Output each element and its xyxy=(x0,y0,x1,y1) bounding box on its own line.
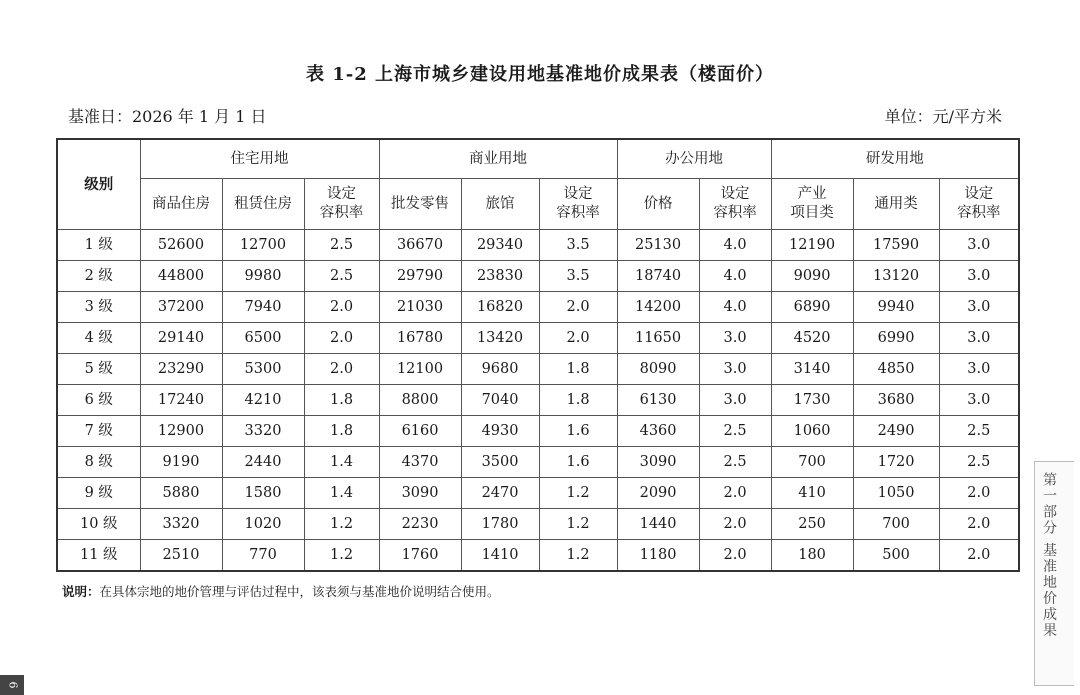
value-cell: 23290 xyxy=(140,354,222,385)
table-row xyxy=(57,354,1019,385)
value-cell: 1.8 xyxy=(539,385,617,416)
value-cell: 9190 xyxy=(140,447,222,478)
value-cell: 3.0 xyxy=(939,385,1019,416)
level-header: 级别 xyxy=(57,139,140,230)
value-cell: 7040 xyxy=(461,385,539,416)
value-cell: 4360 xyxy=(617,416,699,447)
value-cell: 29340 xyxy=(461,230,539,261)
value-cell: 1060 xyxy=(771,416,853,447)
column-header xyxy=(539,179,617,230)
subheader-row xyxy=(57,179,1019,230)
value-cell: 17590 xyxy=(853,230,939,261)
value-cell: 13120 xyxy=(853,261,939,292)
table-row xyxy=(57,540,1019,572)
column-header-line: 商品住房 xyxy=(152,195,210,212)
value-cell: 1.8 xyxy=(539,354,617,385)
value-cell: 180 xyxy=(771,540,853,572)
value-cell: 1050 xyxy=(853,478,939,509)
value-cell: 1.8 xyxy=(304,416,379,447)
value-cell: 3090 xyxy=(617,447,699,478)
value-cell: 3.0 xyxy=(939,354,1019,385)
group-header-office: 办公用地 xyxy=(617,139,771,179)
value-cell: 500 xyxy=(853,540,939,572)
column-header-line: 设定 xyxy=(964,186,994,202)
value-cell: 700 xyxy=(853,509,939,540)
column-header xyxy=(461,179,539,230)
value-cell: 4930 xyxy=(461,416,539,447)
column-header-line: 项目类 xyxy=(790,205,834,221)
column-header-line: 通用类 xyxy=(874,195,918,212)
table-row xyxy=(57,385,1019,416)
value-cell: 1.8 xyxy=(304,385,379,416)
value-cell: 9980 xyxy=(222,261,304,292)
page-number xyxy=(0,675,24,695)
column-header xyxy=(771,179,853,230)
group-header-commercial: 商业用地 xyxy=(379,139,617,179)
level-cell: 3 级 xyxy=(57,292,140,323)
page-number-text: 6 xyxy=(6,681,19,689)
value-cell: 12100 xyxy=(379,354,461,385)
value-cell: 1730 xyxy=(771,385,853,416)
value-cell: 1580 xyxy=(222,478,304,509)
value-cell: 1.6 xyxy=(539,416,617,447)
value-cell: 2.0 xyxy=(699,509,771,540)
value-cell: 4.0 xyxy=(699,261,771,292)
value-cell: 44800 xyxy=(140,261,222,292)
group-header-residential: 住宅用地 xyxy=(140,139,379,179)
value-cell: 1410 xyxy=(461,540,539,572)
value-cell: 1.2 xyxy=(539,540,617,572)
value-cell: 2.0 xyxy=(304,292,379,323)
value-cell: 2.0 xyxy=(304,323,379,354)
value-cell: 2.0 xyxy=(699,478,771,509)
value-cell: 2490 xyxy=(853,416,939,447)
value-cell: 6160 xyxy=(379,416,461,447)
value-cell: 2.5 xyxy=(304,261,379,292)
column-header xyxy=(939,179,1019,230)
value-cell: 6890 xyxy=(771,292,853,323)
value-cell: 52600 xyxy=(140,230,222,261)
level-cell: 4 级 xyxy=(57,323,140,354)
value-cell: 3320 xyxy=(140,509,222,540)
table-title: 表 1-2 上海市城乡建设用地基准地价成果表（楼面价） xyxy=(305,64,775,85)
value-cell: 2.5 xyxy=(939,416,1019,447)
value-cell: 5880 xyxy=(140,478,222,509)
value-cell: 18740 xyxy=(617,261,699,292)
value-cell: 3.0 xyxy=(699,323,771,354)
value-cell: 1780 xyxy=(461,509,539,540)
value-cell: 36670 xyxy=(379,230,461,261)
value-cell: 9680 xyxy=(461,354,539,385)
value-cell: 12190 xyxy=(771,230,853,261)
level-cell: 7 级 xyxy=(57,416,140,447)
column-header-line: 设定 xyxy=(327,186,357,202)
table-body xyxy=(57,230,1019,572)
value-cell: 4520 xyxy=(771,323,853,354)
value-cell: 6500 xyxy=(222,323,304,354)
section-side-tab-label: 第一部分 基准地价成果 xyxy=(1041,472,1057,639)
column-header xyxy=(853,179,939,230)
value-cell: 3.0 xyxy=(939,292,1019,323)
value-cell: 1.6 xyxy=(539,447,617,478)
value-cell: 8090 xyxy=(617,354,699,385)
value-cell: 4210 xyxy=(222,385,304,416)
column-header xyxy=(304,179,379,230)
value-cell: 14200 xyxy=(617,292,699,323)
column-header-line: 容积率 xyxy=(713,205,757,221)
value-cell: 4.0 xyxy=(699,292,771,323)
column-header xyxy=(222,179,304,230)
unit-label: 单位：元/平方米 xyxy=(884,107,1002,126)
column-header-line: 设定 xyxy=(720,186,750,202)
value-cell: 3320 xyxy=(222,416,304,447)
table-note xyxy=(62,582,500,600)
value-cell: 1.2 xyxy=(539,509,617,540)
value-cell: 3.0 xyxy=(699,385,771,416)
value-cell: 3.0 xyxy=(939,323,1019,354)
value-cell: 2.0 xyxy=(939,478,1019,509)
value-cell: 2.5 xyxy=(699,416,771,447)
table-row xyxy=(57,323,1019,354)
table-row xyxy=(57,292,1019,323)
value-cell: 21030 xyxy=(379,292,461,323)
value-cell: 2.0 xyxy=(699,540,771,572)
level-cell: 11 级 xyxy=(57,540,140,572)
column-header-line: 批发零售 xyxy=(391,195,450,212)
table-row xyxy=(57,416,1019,447)
column-header-line: 价格 xyxy=(643,195,673,212)
value-cell: 25130 xyxy=(617,230,699,261)
value-cell: 2.0 xyxy=(939,509,1019,540)
level-cell: 9 级 xyxy=(57,478,140,509)
value-cell: 1440 xyxy=(617,509,699,540)
value-cell: 29140 xyxy=(140,323,222,354)
value-cell: 37200 xyxy=(140,292,222,323)
value-cell: 1.4 xyxy=(304,447,379,478)
table-row xyxy=(57,447,1019,478)
value-cell: 16780 xyxy=(379,323,461,354)
level-cell: 2 级 xyxy=(57,261,140,292)
table-row xyxy=(57,509,1019,540)
value-cell: 1720 xyxy=(853,447,939,478)
value-cell: 3.5 xyxy=(539,230,617,261)
group-header-rnd: 研发用地 xyxy=(771,139,1019,179)
table-row xyxy=(57,478,1019,509)
value-cell: 8800 xyxy=(379,385,461,416)
column-header-line: 设定 xyxy=(563,186,593,202)
column-header xyxy=(140,179,222,230)
value-cell: 2510 xyxy=(140,540,222,572)
column-header xyxy=(699,179,771,230)
value-cell: 9090 xyxy=(771,261,853,292)
value-cell: 3500 xyxy=(461,447,539,478)
value-cell: 5300 xyxy=(222,354,304,385)
value-cell: 2.5 xyxy=(939,447,1019,478)
level-cell: 8 级 xyxy=(57,447,140,478)
value-cell: 3.0 xyxy=(939,261,1019,292)
value-cell: 2.5 xyxy=(304,230,379,261)
value-cell: 7940 xyxy=(222,292,304,323)
value-cell: 3090 xyxy=(379,478,461,509)
column-header-line: 旅馆 xyxy=(485,195,515,212)
value-cell: 1760 xyxy=(379,540,461,572)
value-cell: 6990 xyxy=(853,323,939,354)
base-date-label: 基准日：2026 年 1 月 1 日 xyxy=(68,107,267,126)
value-cell: 410 xyxy=(771,478,853,509)
value-cell: 770 xyxy=(222,540,304,572)
level-cell: 5 级 xyxy=(57,354,140,385)
value-cell: 1180 xyxy=(617,540,699,572)
value-cell: 1.2 xyxy=(304,540,379,572)
value-cell: 1.2 xyxy=(539,478,617,509)
value-cell: 4.0 xyxy=(699,230,771,261)
value-cell: 2440 xyxy=(222,447,304,478)
note-label: 说明： xyxy=(62,584,100,599)
value-cell: 17240 xyxy=(140,385,222,416)
value-cell: 3.5 xyxy=(539,261,617,292)
value-cell: 2470 xyxy=(461,478,539,509)
value-cell: 700 xyxy=(771,447,853,478)
value-cell: 9940 xyxy=(853,292,939,323)
value-cell: 6130 xyxy=(617,385,699,416)
level-cell: 10 级 xyxy=(57,509,140,540)
table-header xyxy=(57,139,1019,230)
value-cell: 12900 xyxy=(140,416,222,447)
value-cell: 3.0 xyxy=(939,230,1019,261)
value-cell: 2.0 xyxy=(939,540,1019,572)
value-cell: 3140 xyxy=(771,354,853,385)
value-cell: 2.5 xyxy=(699,447,771,478)
value-cell: 4850 xyxy=(853,354,939,385)
column-header-line: 租赁住房 xyxy=(234,195,292,212)
value-cell: 2.0 xyxy=(304,354,379,385)
land-price-table xyxy=(56,138,1020,572)
column-header-line: 容积率 xyxy=(319,205,364,221)
level-cell: 1 级 xyxy=(57,230,140,261)
column-header-line: 容积率 xyxy=(957,205,1001,221)
column-header xyxy=(379,179,461,230)
column-header-line: 产业 xyxy=(797,186,827,202)
value-cell: 2230 xyxy=(379,509,461,540)
level-cell: 6 级 xyxy=(57,385,140,416)
value-cell: 2.0 xyxy=(539,292,617,323)
note-text: 在具体宗地的地价管理与评估过程中，该表须与基准地价说明结合使用。 xyxy=(99,584,500,599)
table-row xyxy=(57,261,1019,292)
column-header xyxy=(617,179,699,230)
value-cell: 12700 xyxy=(222,230,304,261)
value-cell: 16820 xyxy=(461,292,539,323)
value-cell: 4370 xyxy=(379,447,461,478)
value-cell: 2.0 xyxy=(539,323,617,354)
value-cell: 2090 xyxy=(617,478,699,509)
value-cell: 3.0 xyxy=(699,354,771,385)
value-cell: 13420 xyxy=(461,323,539,354)
value-cell: 3680 xyxy=(853,385,939,416)
table-row xyxy=(57,230,1019,261)
value-cell: 23830 xyxy=(461,261,539,292)
value-cell: 250 xyxy=(771,509,853,540)
value-cell: 11650 xyxy=(617,323,699,354)
value-cell: 1020 xyxy=(222,509,304,540)
value-cell: 1.2 xyxy=(304,509,379,540)
value-cell: 1.4 xyxy=(304,478,379,509)
column-header-line: 容积率 xyxy=(556,205,600,221)
value-cell: 29790 xyxy=(379,261,461,292)
